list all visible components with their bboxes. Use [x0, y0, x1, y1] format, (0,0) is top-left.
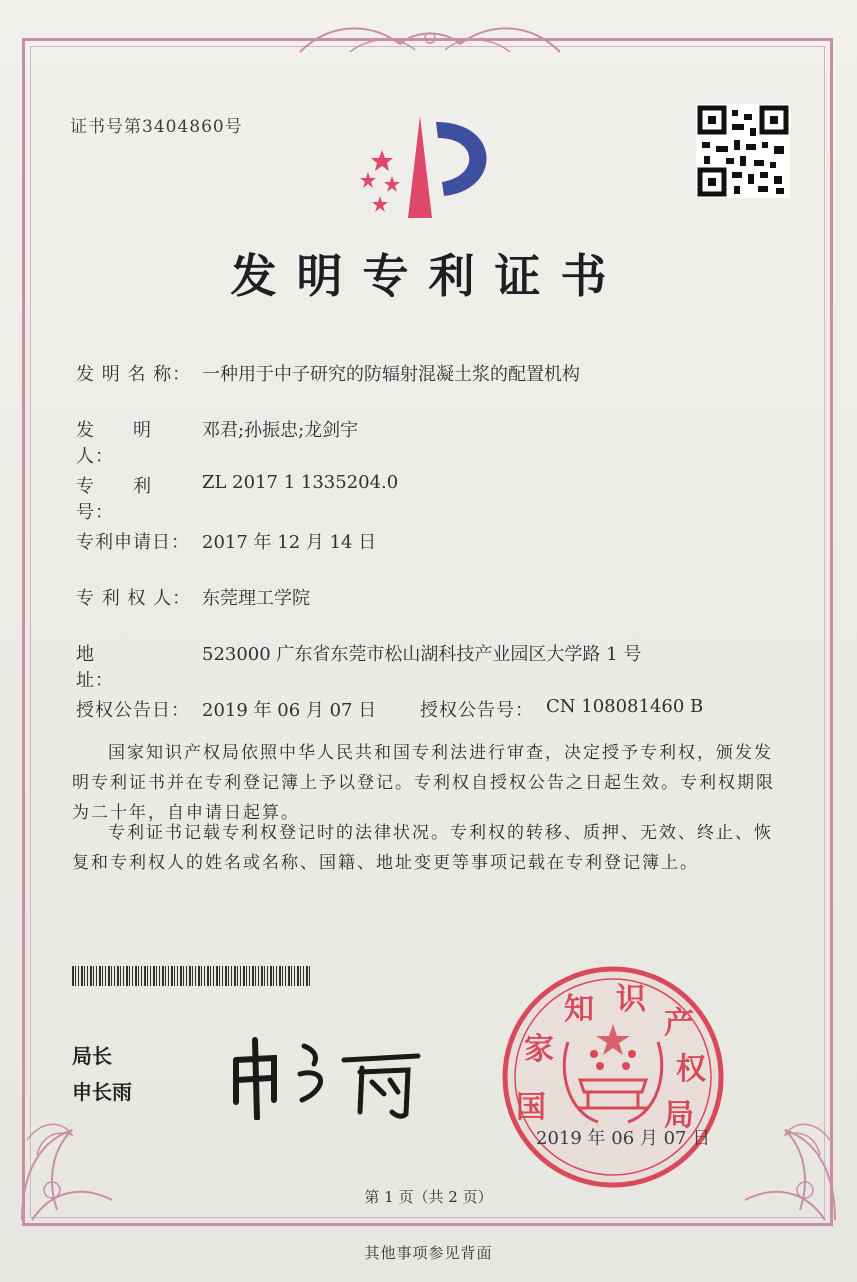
corner-ornament-right: [735, 1080, 845, 1230]
seal-date: 2019 年 06 月 07 日: [536, 1128, 711, 1149]
field-value: 邓君;孙振忠;龙剑宇: [202, 420, 359, 441]
field-value: 2019 年 06 月 07 日: [202, 700, 377, 721]
seal-character: 知: [564, 992, 594, 1027]
field-label: 专利申请日：: [76, 532, 190, 553]
director-name: 申长雨: [72, 1080, 132, 1104]
field-label: 授权公告日：: [76, 700, 190, 721]
field-patentee: [76, 584, 310, 610]
field-value: CN 108081460 B: [546, 696, 704, 717]
patent-office-logo-icon: [352, 110, 502, 220]
certificate-number: 证书号第3404860号: [70, 117, 243, 137]
body-paragraph-2: 专利证书记载专利权登记时的法律状况。专利权的转移、质押、无效、终止、恢复和专利权人的姓名或名称、国籍、地址变更等事项记载在专利登记簿上。: [72, 823, 773, 873]
director-signature: [222, 1020, 432, 1120]
seal-character: 权: [676, 1052, 706, 1087]
footer-note: 其他事项参见背面: [364, 1244, 493, 1262]
seal-character: 局: [664, 1098, 694, 1133]
top-ornament: [290, 22, 570, 62]
field-address: [76, 640, 641, 692]
field-inventors: [76, 416, 358, 468]
field-label: 地 址：: [76, 644, 171, 691]
field-label: 专 利 号：: [76, 476, 171, 523]
field-label: 发 明 人：: [76, 420, 171, 467]
seal-character: 国: [516, 1090, 546, 1125]
director-title: 局长: [72, 1044, 112, 1068]
page-number: 第 1 页（共 2 页）: [364, 1188, 493, 1206]
field-invention-name: [76, 360, 580, 386]
seal-character: 识: [616, 982, 646, 1017]
field-application-date: [76, 528, 376, 554]
barcode-icon: [72, 966, 312, 986]
field-patent-number: [76, 472, 398, 524]
field-value: 东莞理工学院: [202, 588, 310, 609]
field-value: 523000 广东省东莞市松山湖科技产业园区大学路 1 号: [202, 644, 642, 665]
field-label: 专 利 权 人：: [76, 588, 192, 609]
field-announcement-number: [420, 696, 703, 722]
seal-character: 家: [524, 1032, 554, 1067]
field-label: 授权公告号：: [420, 700, 534, 721]
field-value: 2017 年 12 月 14 日: [202, 532, 377, 553]
seal-character: 产: [664, 1006, 694, 1041]
qr-code-icon: [696, 104, 790, 198]
field-grant-date: [76, 696, 376, 722]
field-value: ZL 2017 1 1335204.0: [202, 472, 399, 493]
field-value: 一种用于中子研究的防辐射混凝土浆的配置机构: [202, 364, 580, 385]
certificate-title: 发明专利证书: [230, 249, 627, 303]
seal-text-ring: [498, 962, 728, 1192]
body-paragraph-1: 国家知识产权局依照中华人民共和国专利法进行审查，决定授予专利权，颁发发明专利证书并在专利登记簿上予以登记。专利权自授权公告之日起生效。专利权期限为二十年，自申请日起算。: [72, 743, 775, 823]
field-label: 发 明 名 称：: [76, 364, 192, 385]
